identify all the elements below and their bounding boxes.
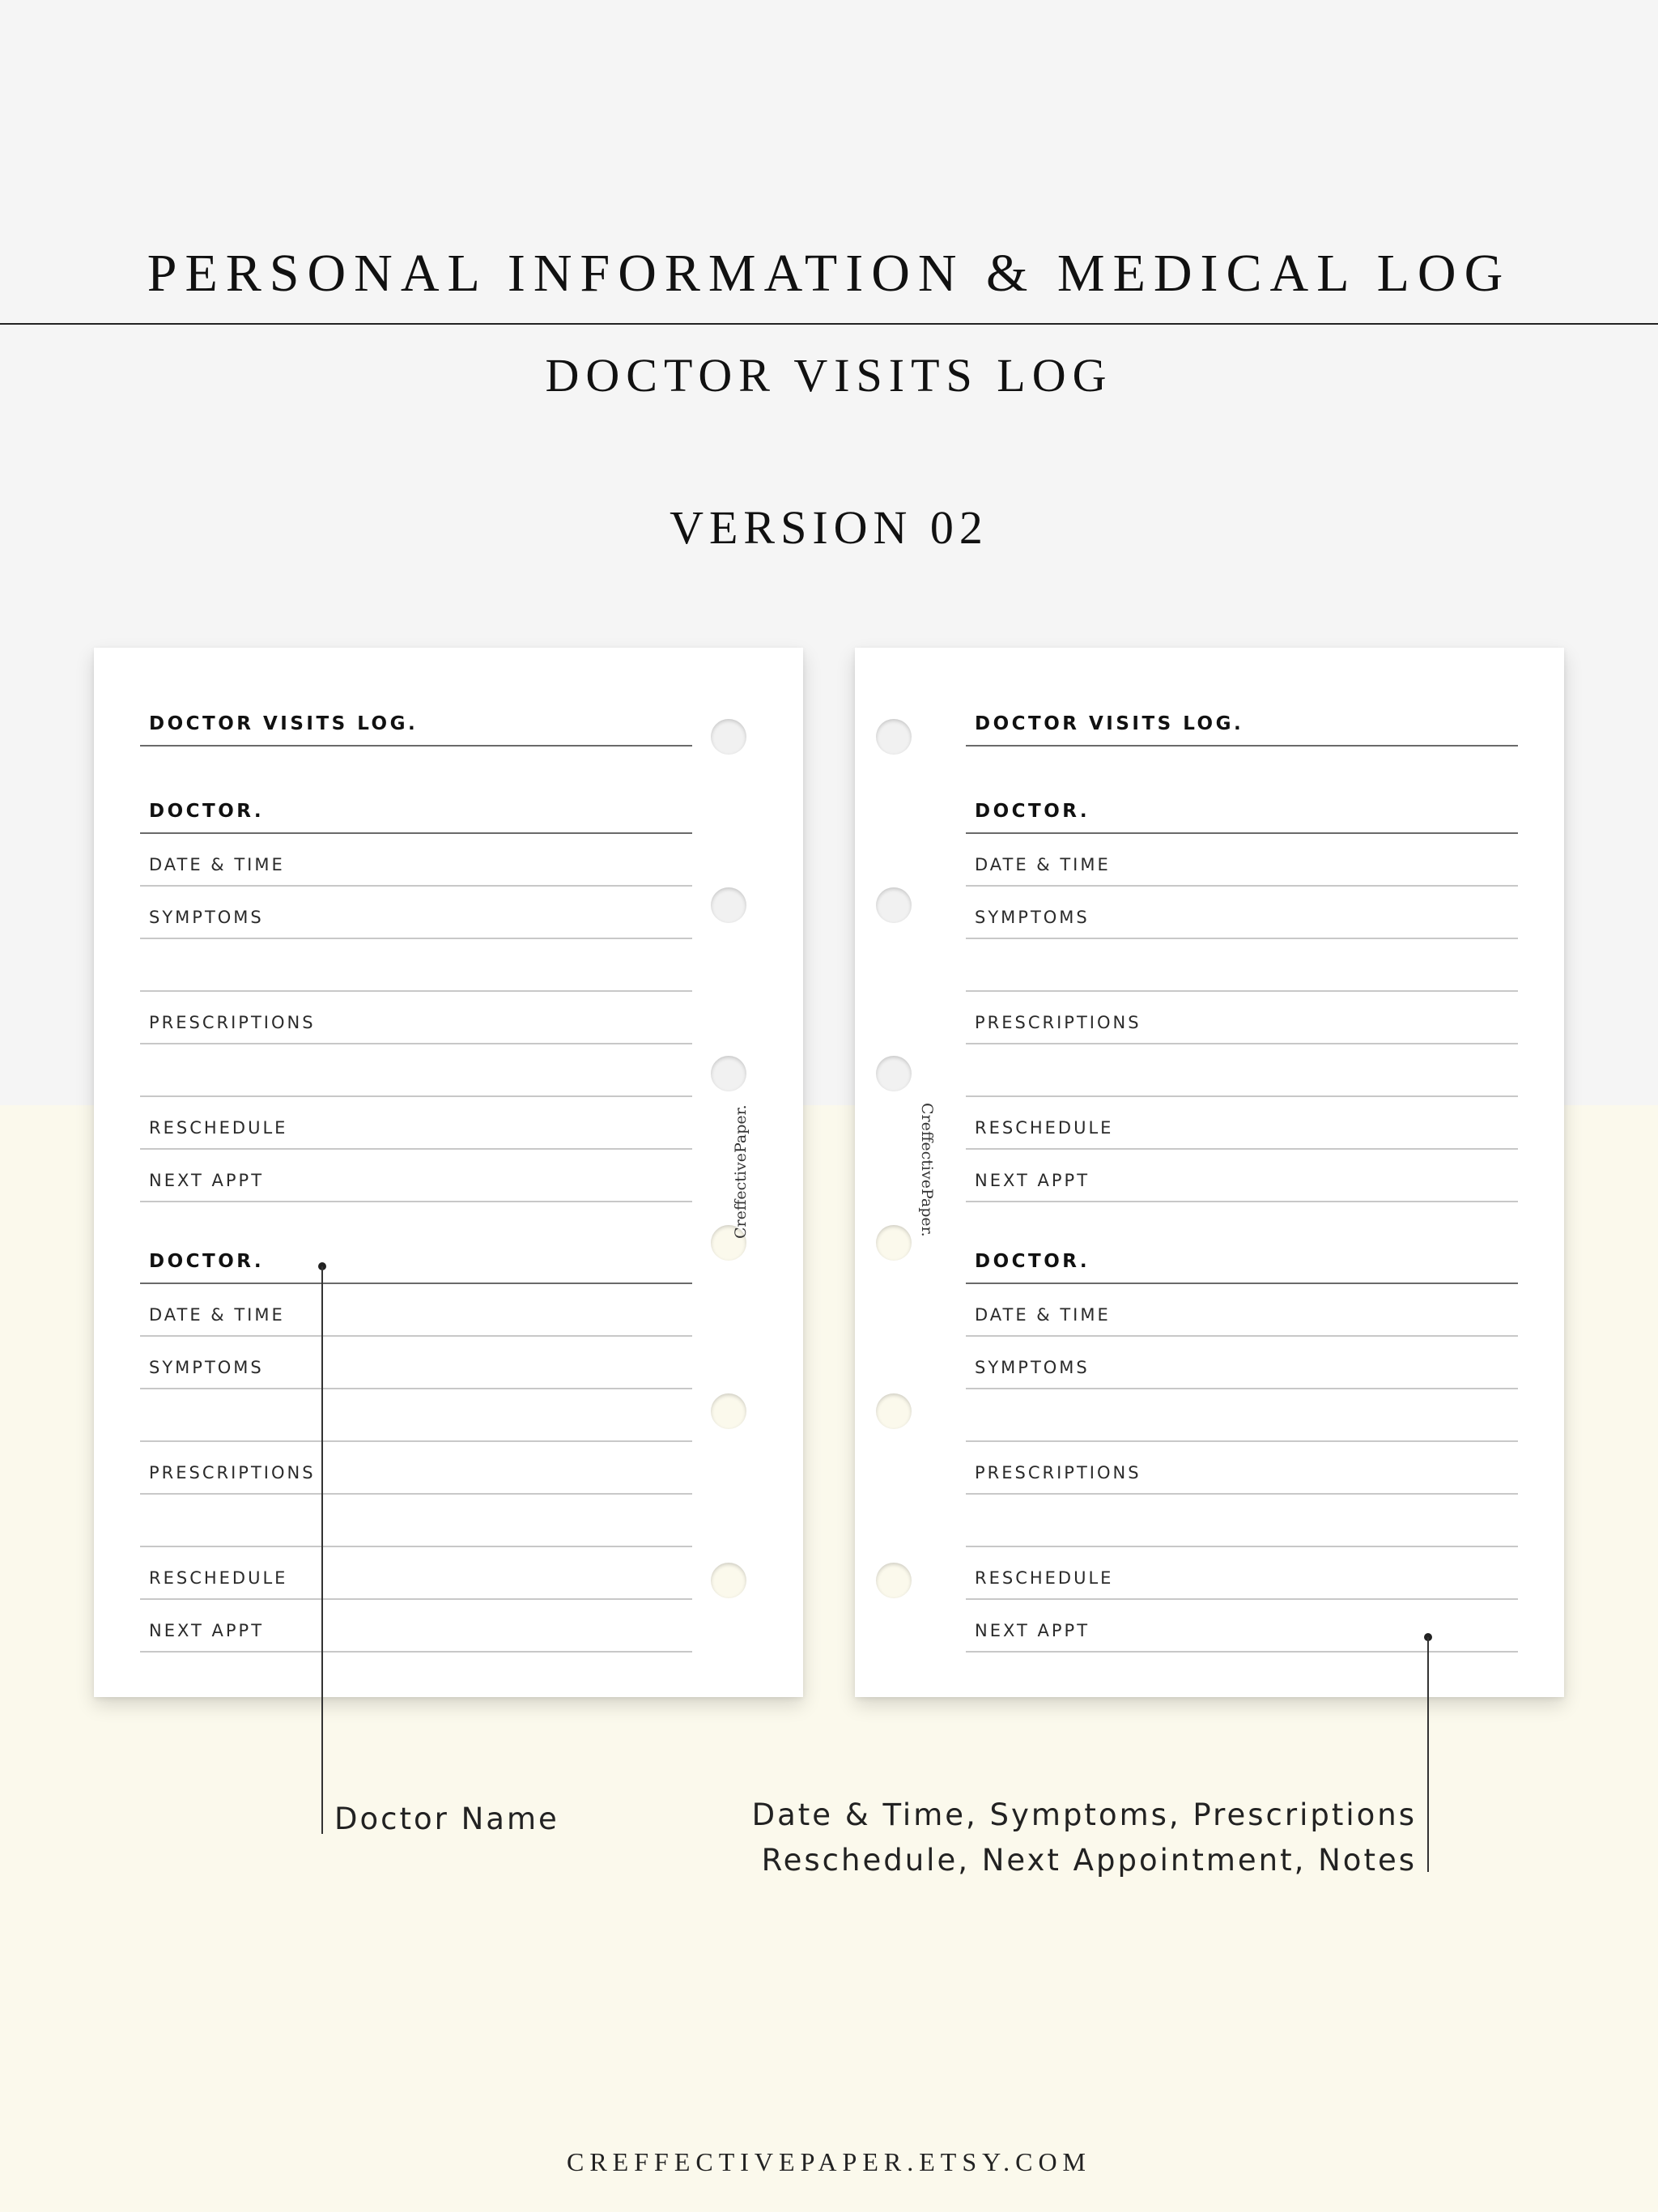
- row-doctor-label: DOCTOR.: [975, 801, 1090, 822]
- row-prescriptions: [140, 1442, 692, 1495]
- row-date-time-label: DATE & TIME: [975, 1305, 1111, 1325]
- row-date-time-label: DATE & TIME: [149, 855, 285, 874]
- row-blank: [966, 1495, 1518, 1547]
- row-date-time: [140, 834, 692, 887]
- row-blank: [140, 1389, 692, 1442]
- row-prescriptions-label: PRESCRIPTIONS: [975, 1463, 1141, 1482]
- row-blank: [966, 1389, 1518, 1442]
- row-next-appt-label: NEXT APPT: [149, 1171, 265, 1190]
- row-reschedule: [140, 1547, 692, 1600]
- binder-hole: [876, 887, 912, 923]
- row-blank: [966, 939, 1518, 992]
- row-next-appt-label: NEXT APPT: [975, 1621, 1090, 1640]
- callout-line-doctor: [321, 1266, 323, 1834]
- row-doctor: [966, 747, 1518, 834]
- row-log-title-label: DOCTOR VISITS LOG.: [975, 713, 1244, 734]
- row-symptoms: [140, 1337, 692, 1389]
- row-prescriptions-label: PRESCRIPTIONS: [149, 1463, 316, 1482]
- row-blank: [140, 1044, 692, 1097]
- row-date-time: [966, 1284, 1518, 1337]
- row-prescriptions-label: PRESCRIPTIONS: [149, 1013, 316, 1032]
- callout-fields-line2: Reschedule, Next Appointment, Notes: [761, 1843, 1417, 1878]
- row-reschedule-label: RESCHEDULE: [975, 1568, 1114, 1588]
- row-log-title: [140, 690, 692, 747]
- row-doctor-label: DOCTOR.: [149, 801, 265, 822]
- row-prescriptions-label: PRESCRIPTIONS: [975, 1013, 1141, 1032]
- row-symptoms: [966, 887, 1518, 939]
- row-blank: [140, 939, 692, 992]
- row-next-appt: [966, 1600, 1518, 1653]
- binder-hole: [711, 1393, 746, 1429]
- subtitle: DOCTOR VISITS LOG: [545, 349, 1113, 402]
- row-symptoms-label: SYMPTOMS: [149, 908, 264, 927]
- binder-hole: [876, 1563, 912, 1598]
- main-title: PERSONAL INFORMATION & MEDICAL LOG: [147, 244, 1511, 303]
- row-symptoms-label: SYMPTOMS: [975, 908, 1090, 927]
- row-doctor: [966, 1202, 1518, 1284]
- row-reschedule: [966, 1097, 1518, 1150]
- row-date-time-label: DATE & TIME: [975, 855, 1111, 874]
- planner-page-left: [94, 648, 803, 1697]
- row-reschedule: [140, 1097, 692, 1150]
- row-blank: [140, 1495, 692, 1547]
- row-next-appt: [966, 1150, 1518, 1202]
- row-doctor: [140, 1202, 692, 1284]
- row-doctor-label: DOCTOR.: [975, 1251, 1090, 1272]
- row-reschedule: [966, 1547, 1518, 1600]
- row-blank: [966, 1044, 1518, 1097]
- binder-hole: [876, 1393, 912, 1429]
- row-doctor: [140, 747, 692, 834]
- row-date-time: [966, 834, 1518, 887]
- row-next-appt-label: NEXT APPT: [975, 1171, 1090, 1190]
- binder-hole: [876, 1056, 912, 1091]
- callout-doctor-name: Doctor Name: [334, 1802, 559, 1836]
- binder-hole: [711, 1563, 746, 1598]
- row-prescriptions: [966, 992, 1518, 1044]
- binder-hole: [876, 1225, 912, 1261]
- row-symptoms: [966, 1337, 1518, 1389]
- row-reschedule-label: RESCHEDULE: [975, 1118, 1114, 1138]
- row-log-title: [966, 690, 1518, 747]
- binder-hole: [711, 719, 746, 755]
- row-next-appt-label: NEXT APPT: [149, 1621, 265, 1640]
- callout-fields: [752, 1793, 1417, 1883]
- brand-watermark: CreffectivePaper.: [732, 1104, 750, 1239]
- row-symptoms: [140, 887, 692, 939]
- row-reschedule-label: RESCHEDULE: [149, 1568, 288, 1588]
- title-divider: [0, 323, 1658, 325]
- footer-url: CREFFECTIVEPAPER.ETSY.COM: [566, 2147, 1091, 2176]
- callout-line-fields: [1427, 1637, 1429, 1872]
- row-log-title-label: DOCTOR VISITS LOG.: [149, 713, 419, 734]
- row-date-time: [140, 1284, 692, 1337]
- row-next-appt: [140, 1150, 692, 1202]
- callout-fields-line1: Date & Time, Symptoms, Prescriptions: [751, 1797, 1417, 1832]
- row-symptoms-label: SYMPTOMS: [149, 1358, 264, 1377]
- row-date-time-label: DATE & TIME: [149, 1305, 285, 1325]
- row-prescriptions: [140, 992, 692, 1044]
- row-symptoms-label: SYMPTOMS: [975, 1358, 1090, 1377]
- row-prescriptions: [966, 1442, 1518, 1495]
- row-reschedule-label: RESCHEDULE: [149, 1118, 288, 1138]
- planner-page-right: [855, 648, 1564, 1697]
- row-next-appt: [140, 1600, 692, 1653]
- row-doctor-label: DOCTOR.: [149, 1251, 265, 1272]
- binder-hole: [711, 887, 746, 923]
- binder-hole: [711, 1056, 746, 1091]
- brand-watermark: CreffectivePaper.: [918, 1103, 936, 1237]
- version-label: VERSION 02: [670, 501, 988, 554]
- binder-hole: [876, 719, 912, 755]
